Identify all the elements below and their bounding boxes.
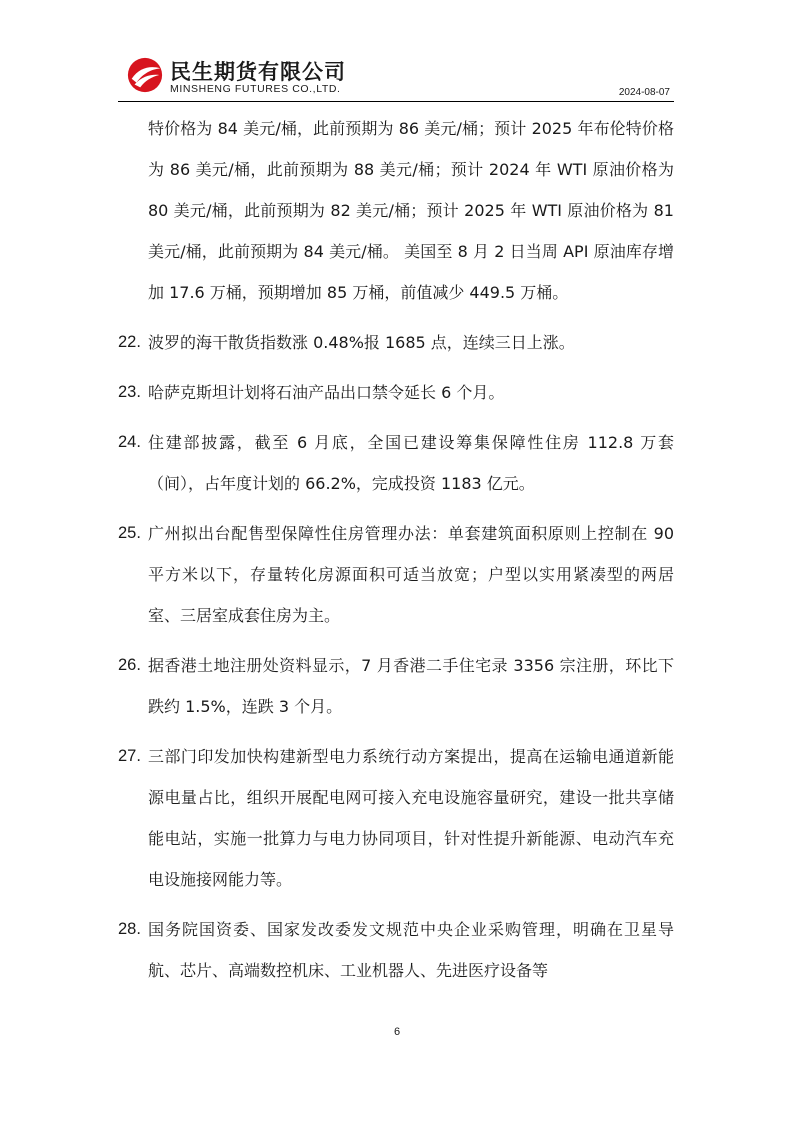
news-item-24: [118, 422, 674, 504]
news-item-23: [118, 372, 674, 413]
continued-paragraph: 特价格为 84 美元/桶，此前预期为 86 美元/桶；预计 2025 年布伦特价格为 86 美元/桶，此前预期为 88 美元/桶；预计 2024 年 WTI 原油价格为 80 美元/桶，此前预期为 82 美元/桶；预计 2025 年 WTI 原油价格为 81 美元/桶，此前预期为 84 美元/桶。 美国至 8 月 2 日当周 API 原油库存增加 17.6 万桶，预期增加 85 万桶，前值减少 449.5 万桶。: [148, 119, 674, 302]
item-text: 波罗的海干散货指数涨 0.48%报 1685 点，连续三日上涨。: [148, 333, 575, 352]
item-text: 哈萨克斯坦计划将石油产品出口禁令延长 6 个月。: [148, 383, 505, 402]
company-name-en: MINSHENG FUTURES CO.,LTD.: [170, 83, 341, 95]
minsheng-logo-icon: [126, 56, 164, 94]
item-number: 28.: [118, 920, 141, 938]
header-divider: [118, 101, 674, 102]
item-number: 27.: [118, 747, 141, 765]
item-number: 25.: [118, 524, 141, 542]
news-item-26: [118, 645, 674, 727]
news-content: [118, 108, 674, 1000]
item-number: 24.: [118, 433, 141, 451]
item-number: 26.: [118, 656, 141, 674]
news-item-22: [118, 322, 674, 363]
item-text: 住建部披露，截至 6 月底，全国已建设筹集保障性住房 112.8 万套（间），占年度计划的 66.2%，完成投资 1183 亿元。: [148, 433, 674, 493]
news-item-25: [118, 513, 674, 636]
item-text: 广州拟出台配售型保障性住房管理办法：单套建筑面积原则上控制在 90 平方米以下，存量转化房源面积可适当放宽；户型以实用紧凑型的两居室、三居室成套住房为主。: [148, 524, 674, 625]
item-text: 国务院国资委、国家发改委发文规范中央企业采购管理，明确在卫星导航、芯片、高端数控机床、工业机器人、先进医疗设备等: [148, 920, 674, 980]
item-text: 据香港土地注册处资料显示，7 月香港二手住宅录 3356 宗注册，环比下跌约 1.5%，连跌 3 个月。: [148, 656, 674, 716]
page-number: 6: [393, 1026, 401, 1038]
company-name-cn: 民生期货有限公司: [170, 60, 346, 84]
news-item-27: [118, 736, 674, 900]
item-number: 22.: [118, 333, 141, 351]
page-header: [118, 52, 674, 104]
item-text: 三部门印发加快构建新型电力系统行动方案提出，提高在运输电通道新能源电量占比，组织开展配电网可接入充电设施容量研究，建设一批共享储能电站，实施一批算力与电力协同项目，针对性提升新能源、电动汽车充电设施接网能力等。: [148, 747, 674, 889]
news-item-28: [118, 909, 674, 991]
report-date: 2024-08-07: [618, 87, 670, 98]
item-number: 23.: [118, 383, 141, 401]
